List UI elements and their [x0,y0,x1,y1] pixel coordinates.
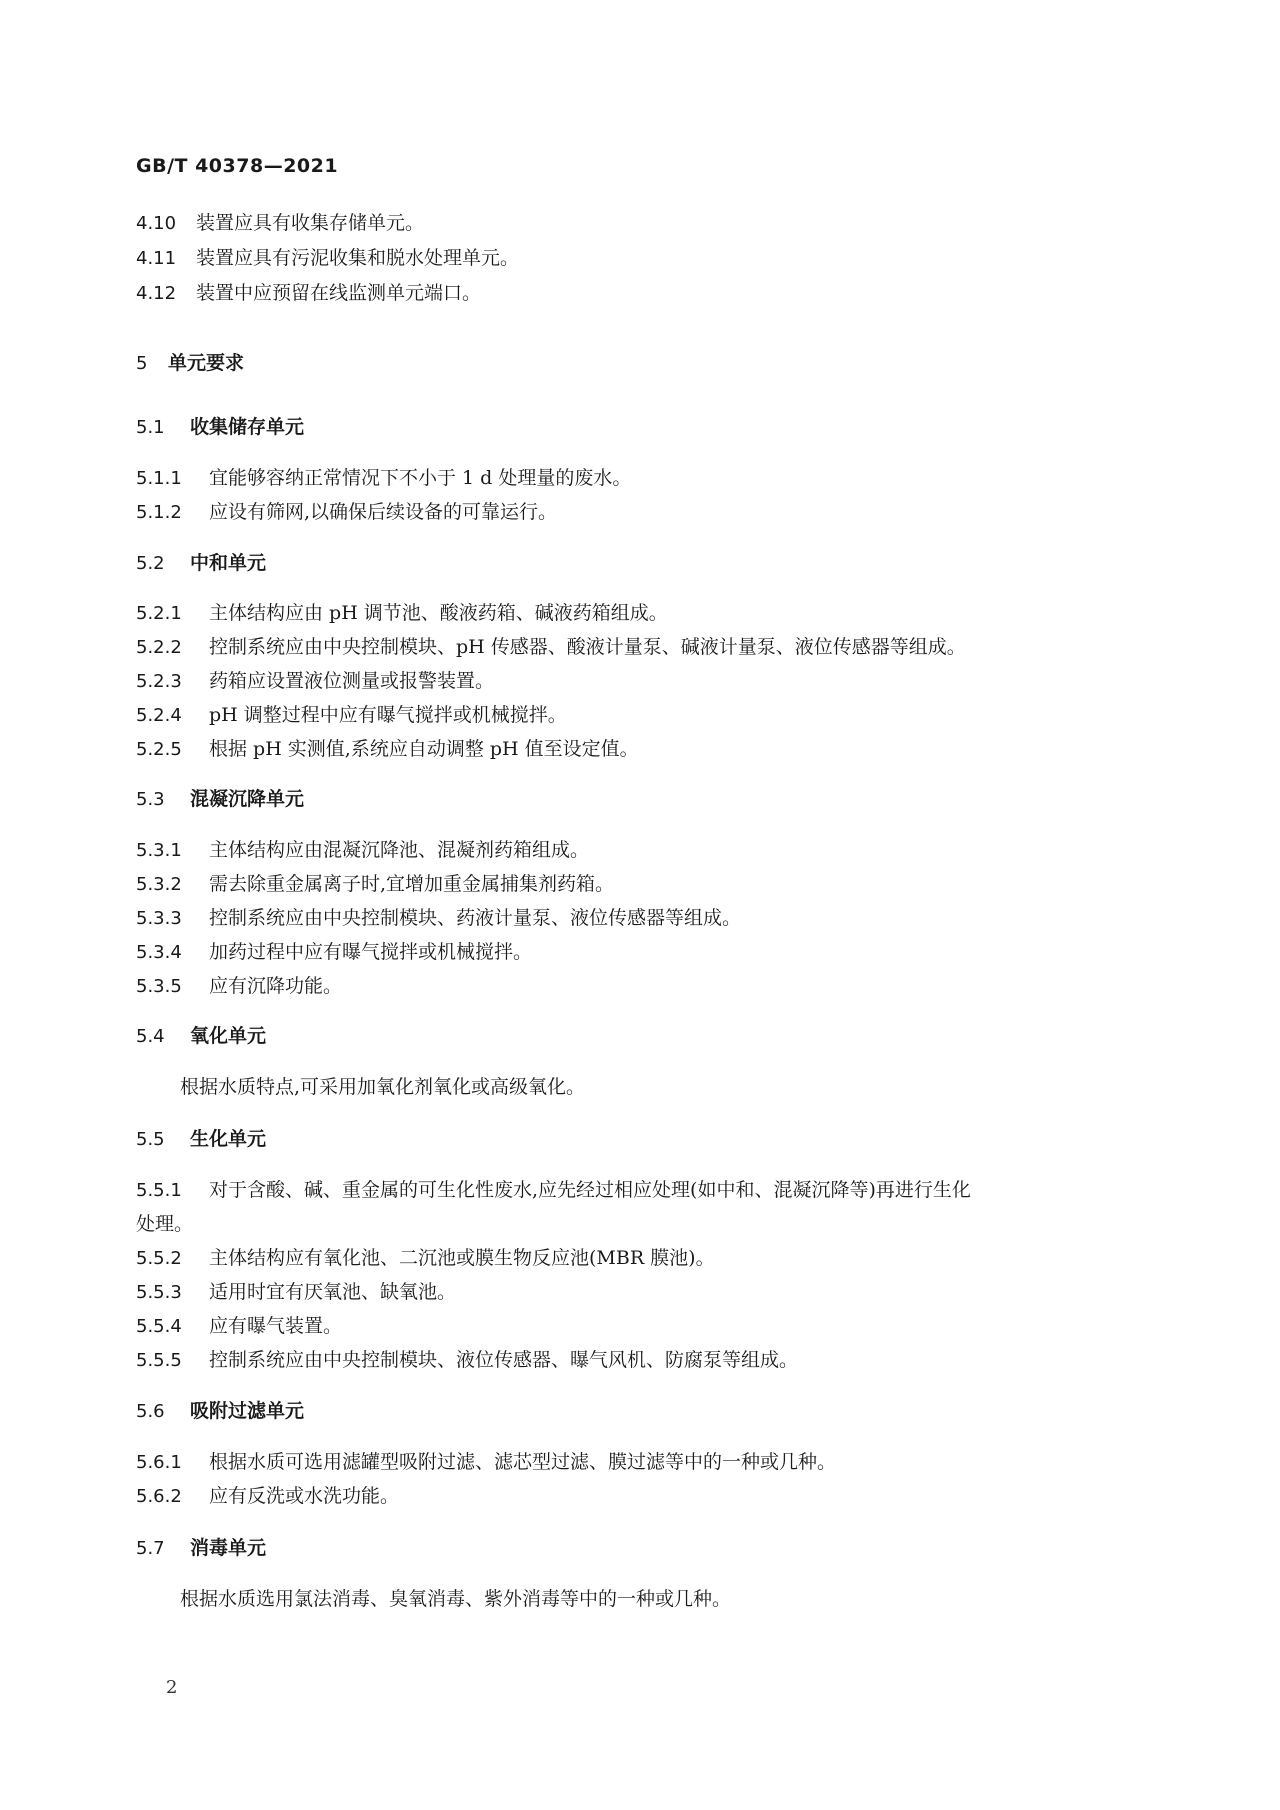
clause-line: 4.12 装置中应预留在线监测单元端口。 [136,282,482,304]
clause-line: 5.2.4 pH 调整过程中应有曝气搅拌或机械搅拌。 [136,704,567,726]
clause-line: 5.3.3 控制系统应由中央控制模块、药液计量泵、液位传感器等组成。 [136,907,742,929]
clause-line: 5.5.4 应有曝气装置。 [136,1315,343,1337]
clause-line: 5.2.5 根据 pH 实测值,系统应自动调整 pH 值至设定值。 [136,738,639,760]
paragraph: 根据水质选用氯法消毒、臭氧消毒、紫外消毒等中的一种或几种。 [180,1588,732,1610]
clause-line: 5.2.3 药箱应设置液位测量或报警装置。 [136,670,495,692]
page-number: 2 [166,1677,178,1698]
subsection-heading: 5.6 吸附过滤单元 [136,1400,305,1422]
subsection-heading: 5.7 消毒单元 [136,1537,267,1559]
clause-line: 5.1.2 应设有筛网,以确保后续设备的可靠运行。 [136,501,558,523]
clause-line: 5.1.1 宜能够容纳正常情况下不小于 1 d 处理量的废水。 [136,467,632,489]
clause-continuation: 处理。 [136,1213,194,1235]
clause-line: 5.6.1 根据水质可选用滤罐型吸附过滤、滤芯型过滤、膜过滤等中的一种或几种。 [136,1451,837,1473]
section-heading: 5 单元要求 [136,352,245,374]
subsection-heading: 5.5 生化单元 [136,1128,267,1150]
paragraph: 根据水质特点,可采用加氧化剂氧化或高级氧化。 [180,1076,586,1098]
clause-line: 5.3.1 主体结构应由混凝沉降池、混凝剂药箱组成。 [136,839,590,861]
subsection-heading: 5.3 混凝沉降单元 [136,788,305,810]
clause-line: 4.11 装置应具有污泥收集和脱水处理单元。 [136,247,520,269]
clause-line: 5.3.5 应有沉降功能。 [136,975,343,997]
clause-line: 5.2.2 控制系统应由中央控制模块、pH 传感器、酸液计量泵、碱液计量泵、液位传感器等组成。 [136,636,966,658]
clause-line: 5.3.4 加药过程中应有曝气搅拌或机械搅拌。 [136,941,533,963]
clause-line: 5.5.3 适用时宜有厌氧池、缺氧池。 [136,1281,457,1303]
subsection-heading: 5.2 中和单元 [136,552,267,574]
clause-line: 5.5.1 对于含酸、碱、重金属的可生化性废水,应先经过相应处理(如中和、混凝沉降等)再进行生化 [136,1179,971,1201]
standard-code: GB/T 40378—2021 [136,155,339,177]
clause-line: 4.10 装置应具有收集存储单元。 [136,212,425,234]
subsection-heading: 5.1 收集储存单元 [136,416,305,438]
clause-line: 5.3.2 需去除重金属离子时,宜增加重金属捕集剂药箱。 [136,873,615,895]
clause-line: 5.2.1 主体结构应由 pH 调节池、酸液药箱、碱液药箱组成。 [136,602,668,624]
clause-line: 5.5.2 主体结构应有氧化池、二沉池或膜生物反应池(MBR 膜池)。 [136,1247,715,1269]
clause-line: 5.6.2 应有反洗或水洗功能。 [136,1485,400,1507]
clause-line: 5.5.5 控制系统应由中央控制模块、液位传感器、曝气风机、防腐泵等组成。 [136,1349,799,1371]
subsection-heading: 5.4 氧化单元 [136,1025,267,1047]
